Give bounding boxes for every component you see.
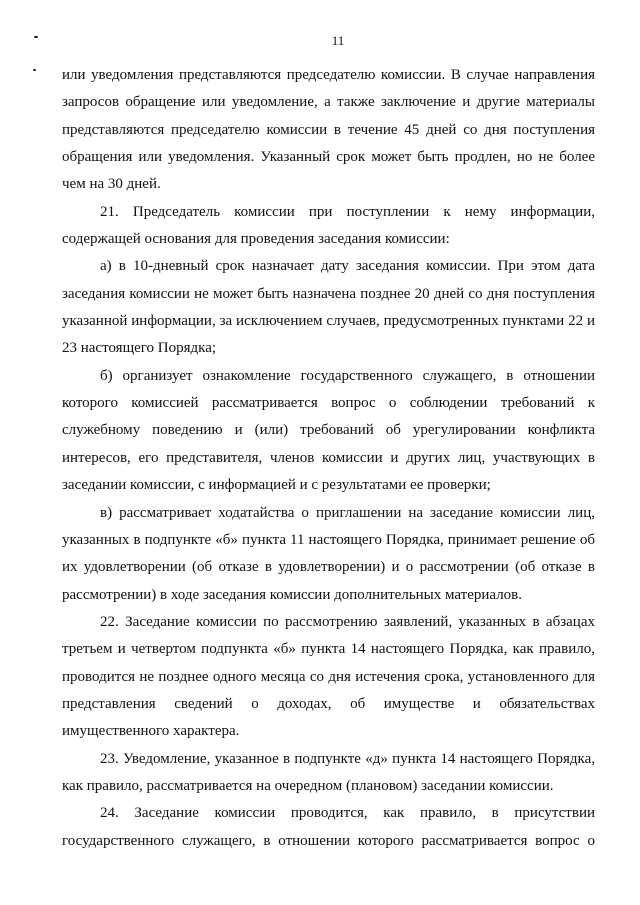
text-line: как правило, рассматривается на очередном (плановом) заседании комиссии. xyxy=(62,777,554,794)
text-line: интересов, его представителя, членов комиссии и других лиц, участвующих в xyxy=(62,449,595,466)
paragraph-first-line: 21. Председатель комиссии при поступлении к нему информации, xyxy=(100,203,595,220)
paragraph-first-line: 23. Уведомление, указанное в подпункте «д» пункта 14 настоящего Порядка, xyxy=(100,750,595,767)
text-line: или уведомления представляются председателю комиссии. В случае направления xyxy=(62,67,595,83)
text-line: которого комиссией рассматривается вопрос о соблюдении требований к xyxy=(62,395,595,412)
text-line: представляются председателю комиссии в течение 45 дней со дня поступления xyxy=(62,121,595,138)
page-number: 11 xyxy=(331,33,345,48)
paragraph-first-line: а) в 10-дневный срок назначает дату заседания комиссии. При этом дата xyxy=(100,258,595,275)
text-line: обращения или уведомления. Указанный срок может быть продлен, но не более xyxy=(62,149,595,166)
text-line: рассмотрении) в ходе заседания комиссии дополнительных материалов. xyxy=(62,586,523,603)
document-body xyxy=(62,62,595,855)
paragraph-first-line: 22. Заседание комиссии по рассмотрению заявлений, указанных в абзацах xyxy=(100,613,595,630)
text-line: указанных в подпункте «б» пункта 11 настоящего Порядка, принимает решение об xyxy=(62,531,595,548)
text-line: их удовлетворении (об отказе в удовлетворении) и о рассмотрении (об отказе в xyxy=(62,559,595,576)
paragraph-first-line: в) рассматривает ходатайства о приглашении на заседание комиссии лиц, xyxy=(100,504,595,521)
text-line: проводится не позднее одного месяца со дня истечения срока, установленного для xyxy=(62,668,595,685)
text-line: содержащей основания для проведения заседания комиссии: xyxy=(62,231,450,248)
text-line: 23 настоящего Порядка; xyxy=(62,340,217,357)
text-line: служебному поведению и (или) требований об урегулировании конфликта xyxy=(62,422,595,439)
scan-speck xyxy=(33,69,36,71)
text-line: заседании комиссии, с информацией и с результатами ее проверки; xyxy=(62,477,491,494)
text-line: имущественного характера. xyxy=(62,723,240,740)
text-line: государственного служащего, в отношении которого рассматривается вопрос о xyxy=(62,832,595,849)
text-line: заседания комиссии не может быть назначена позднее 20 дней со дня поступления xyxy=(62,285,595,302)
text-line: запросов обращение или уведомление, а также заключение и другие материалы xyxy=(62,94,595,111)
text-line: указанной информации, за исключением случаев, предусмотренных пунктами 22 и xyxy=(62,313,595,330)
scan-speck xyxy=(34,36,38,38)
paragraph-first-line: б) организует ознакомление государственного служащего, в отношении xyxy=(100,367,595,384)
text-line: третьем и четвертом подпункта «б» пункта 14 настоящего Порядка, как правило, xyxy=(62,641,595,658)
text-line: представления сведений о доходах, об имуществе и обязательствах xyxy=(62,695,595,712)
paragraph-first-line: 24. Заседание комиссии проводится, как правило, в присутствии xyxy=(100,805,595,822)
text-line: чем на 30 дней. xyxy=(62,176,161,193)
